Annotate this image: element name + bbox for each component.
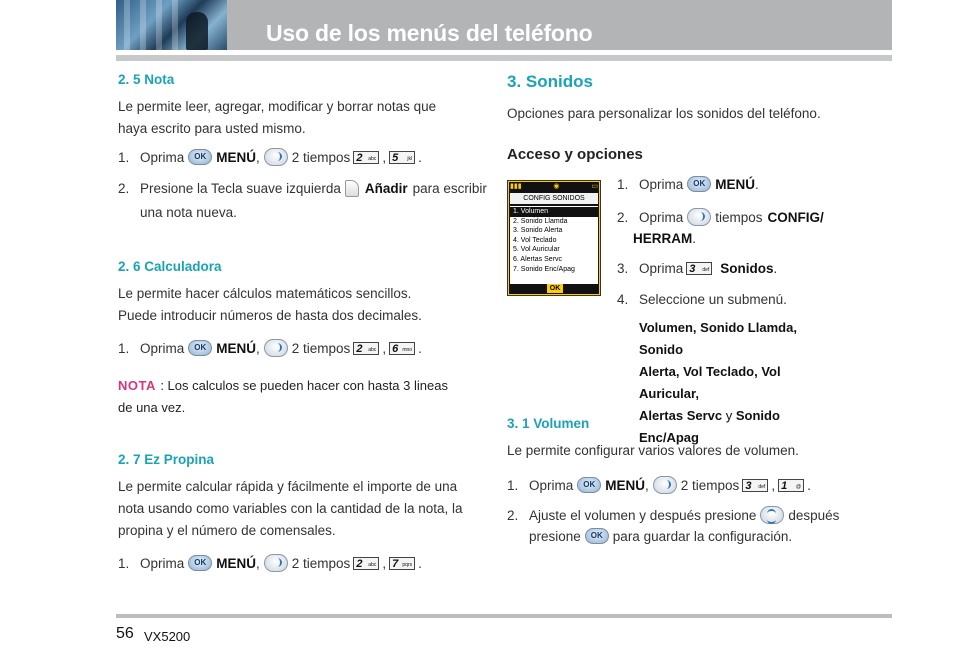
key-6-icon: 6 mno <box>389 342 415 355</box>
phone-menu-item: 3. Sonido Alerta <box>513 227 563 235</box>
phone-menu-item: 4. Vol Teclado <box>513 236 557 244</box>
status-icon: ◉ <box>553 183 560 190</box>
signal-icon: ▮▮▮ <box>510 183 522 190</box>
sonidos-step-1: 1. Oprima OK MENÚ . <box>617 176 759 192</box>
nav-updown-key-icon <box>760 506 784 524</box>
key-1-icon: 1 @ <box>778 479 804 492</box>
footer-rule <box>116 614 892 618</box>
phone-screen <box>507 180 601 296</box>
nota-step-2-cont: una nota nueva. <box>140 205 237 220</box>
section-heading-calculadora: 2. 6 Calculadora <box>118 259 222 274</box>
phone-menu-item: 6. Alertas Servc <box>513 255 563 263</box>
phone-menu-list <box>510 206 598 284</box>
page-title: Uso de los menús del teléfono <box>266 20 593 46</box>
section-desc-nota: Le permite leer, agregar, modificar y borrar notas que haya escrito para usted mismo. <box>118 99 437 136</box>
header-rule <box>116 55 892 61</box>
nota-step-1: 1. Oprima OK MENÚ , 2 tiempos 2 abc , 5 jkl . <box>118 149 422 165</box>
sonidos-step-4: 4. Seleccione un submenú. <box>617 292 787 307</box>
nota-text: : Los calculos se pueden hacer con hasta 3 lineas de una vez. <box>118 378 448 415</box>
section-heading-sonidos: 3. Sonidos <box>507 72 593 91</box>
ez-propina-step-1: 1. Oprima OK MENÚ , 2 tiempos 2 abc , 7 pqrs . <box>118 555 422 571</box>
key-2-icon: 2 abc <box>353 151 379 164</box>
section-heading-volumen: 3. 1 Volumen <box>507 416 590 431</box>
ok-key-icon: OK <box>577 477 601 493</box>
nota-label: NOTA <box>118 378 156 393</box>
key-3-icon: 3 def <box>686 262 712 275</box>
phone-menu-item: 1. Volumen <box>510 207 598 217</box>
phone-status-bar <box>510 182 598 192</box>
volumen-step-2: 2. Ajuste el volumen y después presione después <box>507 507 840 523</box>
nota-step-2: 2. Presione la Tecla suave izquierda Añadir para escribir <box>118 181 487 196</box>
phone-menu-item: 7. Sonido Enc/Apag <box>513 265 575 273</box>
ok-key-icon: OK <box>188 555 212 571</box>
key-2-icon: 2 abc <box>353 557 379 570</box>
header-photo <box>116 0 227 50</box>
nav-right-key-icon <box>687 208 711 226</box>
nav-right-key-icon <box>653 476 677 494</box>
access-heading: Acceso y opciones <box>507 146 643 163</box>
battery-icon: ▭ <box>591 183 598 190</box>
section-desc-volumen: Le permite configurar varios valores de volumen. <box>507 443 799 458</box>
phone-menu-title: CONFIG SONIDOS <box>510 193 598 204</box>
ok-key-icon: OK <box>188 340 212 356</box>
section-desc-calculadora: Le permite hacer cálculos matemáticos sencillos. Puede introducir números de hasta dos decimales. <box>118 286 422 323</box>
submenu-list: Volumen, Sonido Llamda, Sonido Alerta, Vol Teclado, Vol Auricular, Alertas Servc y Sonido Enc/Apag <box>639 320 797 445</box>
sonidos-step-3: 3. Oprima 3 def Sonidos . <box>617 261 778 276</box>
model-name: VX5200 <box>144 629 191 644</box>
section-heading-ez-propina: 2. 7 Ez Propina <box>118 452 215 467</box>
phone-ok-softkey: OK <box>547 284 563 293</box>
ok-key-icon: OK <box>188 149 212 165</box>
volumen-step-1: 1. Oprima OK MENÚ , 2 tiempos 3 def , 1 @ . <box>507 477 811 493</box>
nav-right-key-icon <box>264 339 288 357</box>
ok-key-icon: OK <box>585 528 609 544</box>
key-2-icon: 2 abc <box>353 342 379 355</box>
section-desc-ez-propina: Le permite calcular rápida y fácilmente el importe de una nota usando como variables con la cantidad de la nota, la propina y el número de comensales. <box>118 479 463 538</box>
sonidos-step-2-cont: HERRAM . <box>633 231 697 246</box>
nota-callout <box>118 375 463 419</box>
nav-right-key-icon <box>264 148 288 166</box>
section-desc-sonidos: Opciones para personalizar los sonidos del teléfono. <box>507 106 821 121</box>
page-number: 56 <box>116 625 134 642</box>
sonidos-step-2: 2. Oprima tiempos CONFIG/ <box>617 209 824 225</box>
calculadora-step-1: 1. Oprima OK MENÚ , 2 tiempos 2 abc , 6 mno . <box>118 340 422 356</box>
nav-right-key-icon <box>264 554 288 572</box>
phone-menu-item: 5. Vol Auricular <box>513 246 560 254</box>
left-softkey-icon <box>345 180 359 197</box>
key-5-icon: 5 jkl <box>389 151 415 164</box>
ok-key-icon: OK <box>687 176 711 192</box>
volumen-step-2-cont: presione OK para guardar la configuración. <box>529 528 793 544</box>
section-heading-nota: 2. 5 Nota <box>118 72 175 87</box>
phone-menu-item: 2. Sonido Llamda <box>513 217 568 225</box>
key-3-icon: 3 def <box>742 479 768 492</box>
key-7-icon: 7 pqrs <box>389 557 415 570</box>
